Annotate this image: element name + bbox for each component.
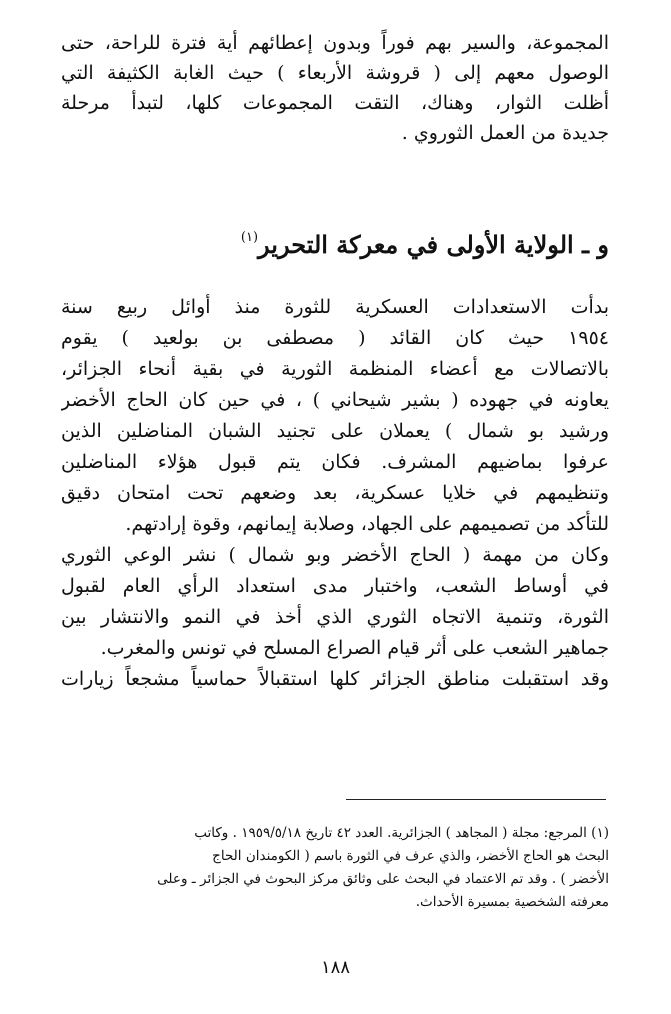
body-line: عرفوا بماضيهم المشرف. فكان يتم قبول هؤلاء المناضلين: [61, 451, 609, 473]
section-heading-text: و ـ الولاية الأولى في معركة التحرير: [258, 230, 609, 259]
page-number: ١٨٨: [320, 957, 350, 978]
footnote-line: معرفته الشخصية بمسيرة الأحداث.: [415, 894, 609, 910]
footnote-line: البحث هو الحاج الأخضر، والذي عرف في الثورة باسم ( الكومندان الحاج: [212, 848, 609, 864]
intro-paragraph: [61, 28, 609, 148]
intro-line: جديدة من العمل الثوروي .: [401, 122, 609, 144]
body-line: ورشيد بو شمال ) يعملان على تجنيد الشبان المناضلين الذين: [61, 420, 609, 442]
body-line: الثورة، وتنمية الاتجاه الثوري الذي أخذ في النمو والانتشار بين: [61, 606, 609, 628]
body-line: بالاتصالات مع أعضاء المنظمة الثورية في بقية أنحاء الجزائر،: [61, 358, 609, 380]
footnote: [61, 822, 609, 914]
footnote-divider: [346, 799, 606, 800]
body-line: وتنظيمهم في خلايا عسكرية، بعد وضعهم تحت امتحان دقيق: [61, 482, 609, 504]
body-paragraph: [61, 292, 609, 695]
section-heading: [61, 218, 609, 265]
body-line: جماهير الشعب على أثر قيام الصراع المسلح في تونس والمغرب.: [100, 637, 609, 659]
intro-line: المجموعة، والسير بهم فوراً وبدون إعطائهم أية فترة للراحة، حتى: [61, 32, 609, 54]
body-line: وكان من مهمة ( الحاج الأخضر وبو شمال ) نشر الوعي الثوري: [61, 544, 609, 566]
body-line: وقد استقبلت مناطق الجزائر كلها استقبالاً حماسياً مشجعاً زيارات: [61, 668, 609, 690]
body-line: ١٩٥٤ حيث كان القائد ( مصطفى بن بولعيد ) يقوم: [61, 327, 609, 349]
intro-line: أظلت الثوار، وهناك، التقت المجموعات كلها، لتبدأ مرحلة: [61, 92, 609, 114]
body-line: يعاونه في جهوده ( بشير شيحاني ) ، في حين كان الحاج الأخضر: [61, 389, 609, 411]
body-line: بدأت الاستعدادات العسكرية للثورة منذ أوائل ربيع سنة: [61, 296, 609, 318]
body-line: للتأكد من تصميمهم على الجهاد، وصلابة إيمانهم، وقوة إرادتهم.: [125, 513, 609, 535]
footnote-marker: (١): [240, 230, 259, 245]
body-line: في أوساط الشعب، واختبار مدى استعداد الرأي العام لقبول: [61, 575, 609, 597]
footnote-line: (١) المرجع: مجلة ( المجاهد ) الجزائرية. العدد ٤٢ تاريخ ١٩٥٩/٥/١٨ . وكاتب: [194, 825, 609, 841]
intro-line: الوصول معهم إلى ( قروشة الأربعاء ) حيث الغابة الكثيفة التي: [61, 62, 609, 84]
footnote-line: الأخضر ) . وقد تم الاعتماد في البحث على وثائق مركز البحوث في الجزائر ـ وعلى: [157, 871, 609, 887]
